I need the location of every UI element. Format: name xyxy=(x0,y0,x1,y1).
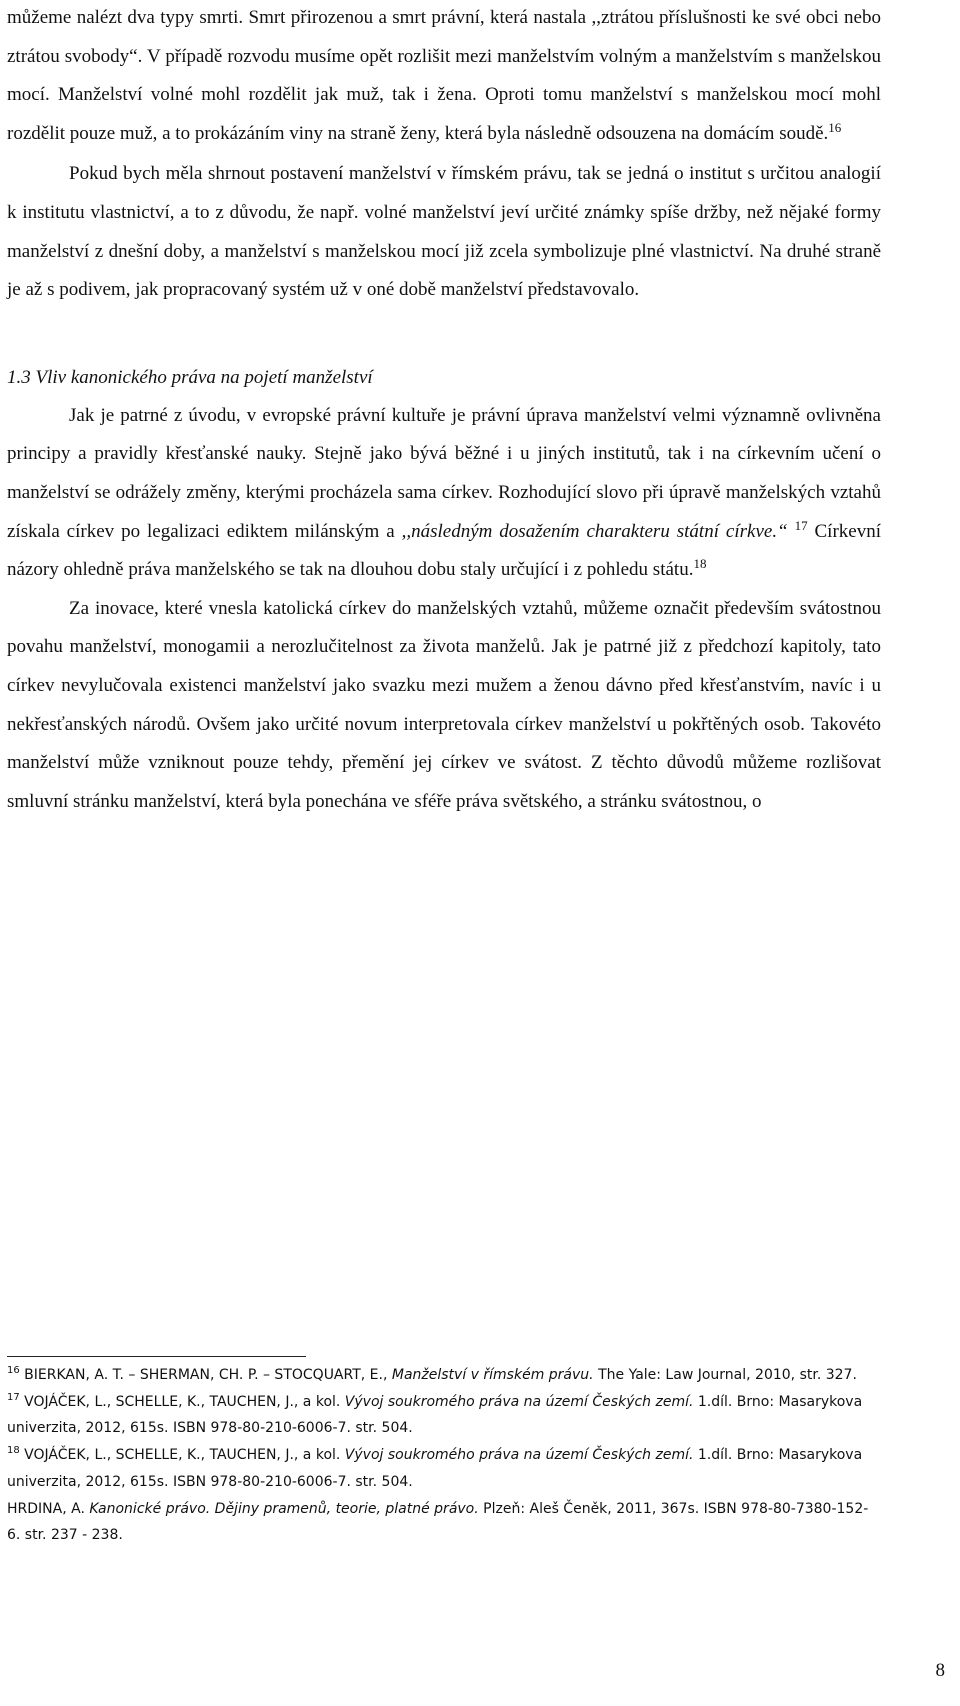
footnote-publication: 1.díl. Brno: Masarykova univerzita, 2012, 615s. ISBN 978-80-210-6006-7. str. 504. xyxy=(7,1447,863,1490)
footnote-publication: Plzeň: Aleš Čeněk, 2011, 367s. ISBN 978-80-7380-152-6. str. 237 - 238. xyxy=(7,1500,869,1544)
footnote-authors: VOJÁČEK, L., SCHELLE, K., TAUCHEN, J., a kol. xyxy=(19,1393,345,1410)
document-page xyxy=(7,0,881,821)
paragraph-marriage-summary xyxy=(7,155,881,309)
footnote-separator xyxy=(7,1356,306,1357)
footnote-authors: HRDINA, A. xyxy=(7,1500,90,1517)
paragraph-text: můžeme nalézt dva typy smrti. Smrt přirozenou a smrt právní, která nastala ,,ztrátou příslušnosti ke své obci nebo ztrátou svobody“. V případě rozvodu musíme opět rozlišit mezi manželstvím volným a manželstvím s manželskou mocí. Manželství volné mohl rozdělit jak muž, tak i žena. Oproti tomu manželství s manželskou mocí mohl rozdělit pouze muž, a to prokázáním viny na straně ženy, která byla následně odsouzena na domácím soudě. xyxy=(7,7,881,144)
footnote-title: Kanonické právo. Dějiny pramenů, teorie, platné právo. xyxy=(89,1500,479,1517)
paragraph-text: Jak je patrné z úvodu, v evropské právní kultuře je právní úprava manželství velmi významně ovlivněna principy a pravidly křesťanské nauky. Stejně jako bývá běžné i u jiných institutů, tak i na církevním učení o manželství se odrážely změny, kterými procházela sama církev. Rozhodující slovo při úpravě manželských vztahů získala církev po legalizaci ediktem milánským a xyxy=(7,404,881,542)
footnote-publication: 1.díl. Brno: Masarykova univerzita, 2012, 615s. ISBN 978-80-210-6006-7. str. 504. xyxy=(7,1393,863,1437)
footnote-authors: VOJÁČEK, L., SCHELLE, K., TAUCHEN, J., a kol. xyxy=(19,1447,345,1464)
quoted-phrase: ,,následným dosažením charakteru státní církve.“ xyxy=(401,520,788,542)
footnote-18-continued xyxy=(7,1496,881,1549)
footnote-16 xyxy=(7,1362,881,1389)
paragraph-text-continued: Církevní názory ohledně práva manželského se tak na dlouhou dobu staly určující i z pohledu státu. xyxy=(7,520,881,581)
footnote-number: 16 xyxy=(7,1365,20,1376)
footnote-18 xyxy=(7,1442,881,1495)
footnote-title: Vývoj soukromého práva na území Českých zemí. xyxy=(344,1393,694,1410)
page-number: 8 xyxy=(935,1660,945,1681)
footnote-ref-16[interactable]: 16 xyxy=(828,119,842,135)
paragraph-roman-death-divorce xyxy=(7,0,881,153)
paragraph-text: Za inovace, které vnesla katolická církev do manželských vztahů, můžeme označit především svátostnou povahu manželství, monogamii a nerozlučitelnost za života manželů. Jak je patrné již z předchozí kapitoly, tato církev nevylučovala existenci manželství jako svazku mezi mužem a ženou dávno před křesťanstvím, navíc i u nekřesťanských národů. Ovšem jako určité novum interpretovala církev manželství u pokřtěných osob. Takovéto manželství může vzniknout pouze tehdy, přemění jej církev ve svátost. Z těchto důvodů můžeme rozlišovat smluvní stránku manželství, která byla ponechána ve sféře práva světského, a stránku svátostnou, o xyxy=(7,597,881,812)
footnote-authors: BIERKAN, A. T. – SHERMAN, CH. P. – STOCQUART, E., xyxy=(19,1367,392,1383)
footnote-number: 18 xyxy=(7,1445,20,1457)
paragraph-canon-law-influence xyxy=(7,397,881,590)
paragraph-text: Pokud bych měla shrnout postavení manželství v římském právu, tak se jedná o institut s určitou analogií k institutu vlastnictví, a to z důvodu, že např. volné manželství jeví určité známky spíše držby, než nějaké formy manželství z dnešní doby, a manželství s manželskou mocí již zcela symbolizuje plné vlastnictví. Na druhé straně je až s podivem, jak propracovaný systém už v oné době manželství představovalo. xyxy=(7,163,881,301)
footnote-number: 17 xyxy=(7,1391,20,1403)
footnote-publication: The Yale: Law Journal, 2010, str. 327. xyxy=(593,1367,857,1383)
footnote-title: Manželství v římském právu. xyxy=(391,1367,594,1383)
footnote-ref-18[interactable]: 18 xyxy=(693,556,707,572)
footnotes xyxy=(7,1362,881,1549)
paragraph-church-innovations xyxy=(7,590,881,822)
footnote-title: Vývoj soukromého práva na území Českých zemí. xyxy=(344,1447,694,1464)
footnote-ref-17[interactable]: 17 xyxy=(794,517,808,533)
footnote-17 xyxy=(7,1389,881,1442)
section-heading: 1.3 Vliv kanonického práva na pojetí manželství xyxy=(7,366,373,388)
